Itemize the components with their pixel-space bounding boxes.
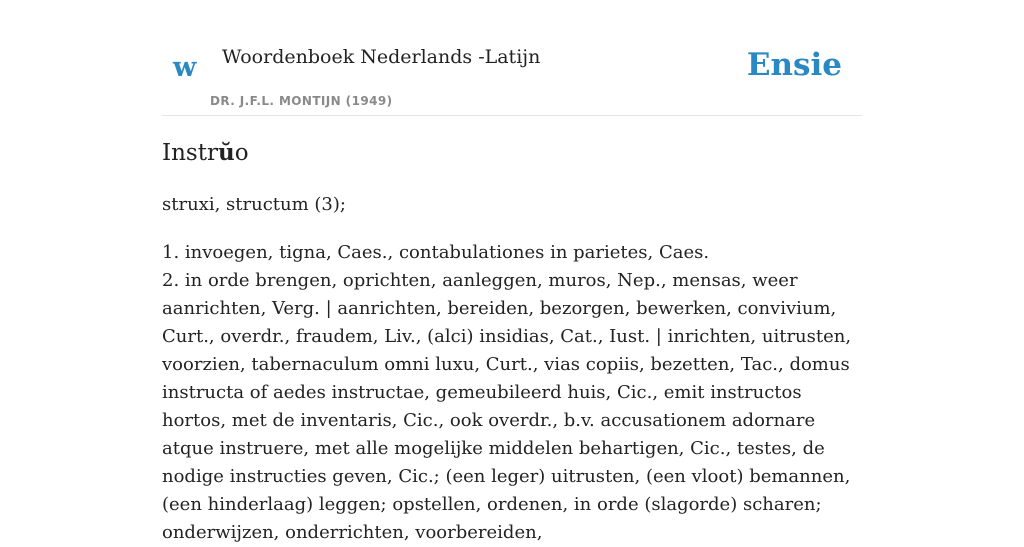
- headword-start: Instr: [162, 140, 218, 166]
- sense-2: 2. in orde brengen, oprichten, aanleggen, muros, Nep., mensas, weer aanrichten, Verg. | aanrichten, bereiden, bezorgen, bewerken, convivium, Curt., overdr., fraudem, Liv., (alci) insidias, Cat., Iust. | inrichten, uitrusten, voorzien, tabernaculum omni luxu, Curt., vias copiis, bezetten, Tac., domus instructa of aedes instructae, gemeubileerd huis, Cic., emit instructos hortos, met de inventaris, Cic., ook overdr., b.v. accusationem adornare atque instruere, met alle mogelijke middelen behartigen, Cic., testes, de nodige instructies geven, Cic.; (een leger) uitrusten, (een vloot) bemannen, (een hinderlaag) leggen; opstellen, ordenen, in orde (slagorde) scharen; onderwijzen, onderrichten, voorbereiden,: [162, 270, 852, 543]
- page: [162, 0, 862, 543]
- headword-end: o: [234, 140, 249, 166]
- entry-headword: [162, 139, 249, 166]
- sense-1: 1. invoegen, tigna, Caes., contabulationes in parietes, Caes.: [162, 242, 710, 263]
- book-author: DR. J.F.L. MONTIJN (1949): [210, 94, 393, 108]
- headword-accent: ŭ: [217, 139, 235, 166]
- entry-definition: [162, 239, 862, 547]
- entry-forms: struxi, structum (3);: [162, 194, 346, 215]
- header: [162, 0, 862, 116]
- book-title[interactable]: Woordenboek Nederlands -Latijn: [222, 46, 541, 68]
- ensie-logo[interactable]: Ensie: [746, 47, 842, 83]
- book-logo-icon[interactable]: w: [173, 52, 197, 83]
